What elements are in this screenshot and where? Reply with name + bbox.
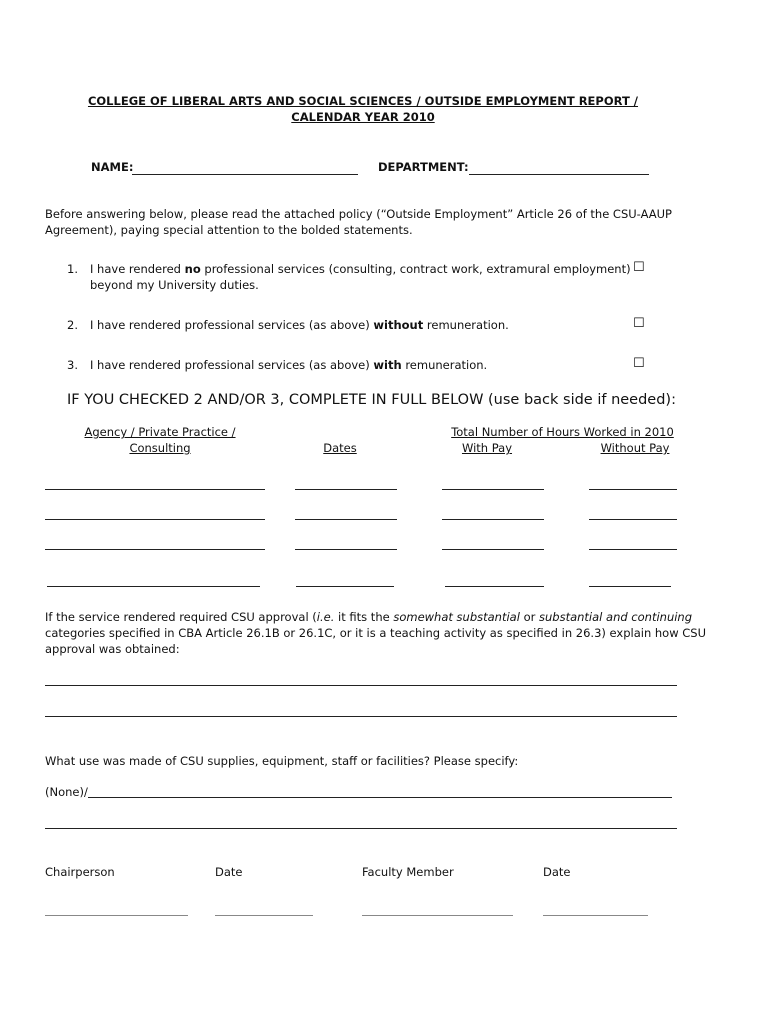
approval-line1: [45, 609, 693, 625]
item-1-after: professional services (consulting, contract work, extramural employment): [200, 262, 631, 276]
row-2-dates[interactable]: [295, 519, 397, 520]
faculty-member-label: Faculty Member: [362, 865, 454, 879]
item-3-text: [90, 358, 487, 372]
item-2-bold: without: [373, 318, 424, 332]
intro-line1: Before answering below, please read the attached policy (“Outside Employment” Article 26 of the CSU-AAUP: [45, 207, 672, 221]
item-3-after: remuneration.: [401, 358, 488, 372]
col-without-pay-header: Without Pay: [600, 441, 670, 455]
row-4-without-pay[interactable]: [589, 586, 671, 587]
item-2-after: remuneration.: [423, 318, 509, 332]
approval-ie: i.e.: [316, 610, 335, 624]
approval-line3: approval was obtained:: [45, 642, 180, 656]
approval-italic-2: substantial and continuing: [539, 610, 693, 624]
instruction-heading: IF YOU CHECKED 2 AND/OR 3, COMPLETE IN FULL BELOW (use back side if needed):: [67, 392, 676, 408]
row-4-agency[interactable]: [47, 586, 260, 587]
supplies-question: What use was made of CSU supplies, equipment, staff or facilities? Please specify:: [45, 754, 519, 768]
approval-answer-line-2[interactable]: [45, 716, 677, 717]
row-3-with-pay[interactable]: [442, 549, 544, 550]
row-3-agency[interactable]: [45, 549, 265, 550]
item-1-number: 1.: [67, 262, 78, 276]
item-2-number: 2.: [67, 318, 78, 332]
item-3-before: I have rendered professional services (as above): [90, 358, 374, 372]
date-line-1[interactable]: [215, 915, 313, 916]
hours-group-header: Total Number of Hours Worked in 2010: [451, 425, 674, 439]
item-1-line2: beyond my University duties.: [90, 278, 259, 292]
item-3-checkbox[interactable]: ☐: [633, 356, 645, 371]
chairperson-signature-line[interactable]: [45, 915, 188, 916]
item-3-bold: with: [373, 358, 402, 372]
item-1-checkbox[interactable]: ☐: [633, 260, 645, 275]
department-label: DEPARTMENT:: [378, 160, 469, 174]
department-field[interactable]: [469, 174, 649, 175]
approval-mid: it fits the: [334, 610, 394, 624]
supplies-none-prefix: (None)/: [45, 785, 88, 799]
form-title-line1: COLLEGE OF LIBERAL ARTS AND SOCIAL SCIENCES / OUTSIDE EMPLOYMENT REPORT /: [87, 94, 639, 108]
item-2-checkbox[interactable]: ☐: [633, 316, 645, 331]
name-label: NAME:: [91, 160, 134, 174]
supplies-answer-line-2[interactable]: [45, 828, 677, 829]
row-1-with-pay[interactable]: [442, 489, 544, 490]
col-agency-header-line1: Agency / Private Practice /: [84, 425, 236, 439]
item-1-text: [90, 262, 631, 276]
approval-line2: categories specified in CBA Article 26.1B or 26.1C, or it is a teaching activity as specified in 26.3) explain how CSU: [45, 626, 707, 640]
col-with-pay-header: With Pay: [461, 441, 513, 455]
date-label-2: Date: [543, 865, 571, 879]
approval-before: If the service rendered required CSU approval (: [45, 610, 317, 624]
name-field[interactable]: [132, 174, 358, 175]
date-label-1: Date: [215, 865, 243, 879]
item-2-text: [90, 318, 509, 332]
item-3-number: 3.: [67, 358, 78, 372]
approval-answer-line-1[interactable]: [45, 685, 677, 686]
approval-or: or: [519, 610, 539, 624]
row-4-dates[interactable]: [296, 586, 394, 587]
row-4-with-pay[interactable]: [445, 586, 544, 587]
row-2-with-pay[interactable]: [442, 519, 544, 520]
row-2-agency[interactable]: [45, 519, 265, 520]
row-1-dates[interactable]: [295, 489, 397, 490]
item-2-before: I have rendered professional services (as above): [90, 318, 374, 332]
item-1-bold: no: [184, 262, 201, 276]
form-title-line2: CALENDAR YEAR 2010: [291, 110, 435, 124]
date-line-2[interactable]: [543, 915, 648, 916]
approval-italic-1: somewhat substantial: [393, 610, 520, 624]
row-2-without-pay[interactable]: [589, 519, 677, 520]
row-1-without-pay[interactable]: [589, 489, 677, 490]
row-3-without-pay[interactable]: [589, 549, 677, 550]
item-1-before: I have rendered: [90, 262, 185, 276]
intro-line2: Agreement), paying special attention to the bolded statements.: [45, 223, 413, 237]
col-dates-header: Dates: [323, 441, 357, 455]
faculty-signature-line[interactable]: [362, 915, 513, 916]
chairperson-label: Chairperson: [45, 865, 115, 879]
supplies-answer-line-1[interactable]: [88, 797, 672, 798]
row-1-agency[interactable]: [45, 489, 265, 490]
col-agency-header-line2: Consulting: [129, 441, 191, 455]
row-3-dates[interactable]: [295, 549, 397, 550]
